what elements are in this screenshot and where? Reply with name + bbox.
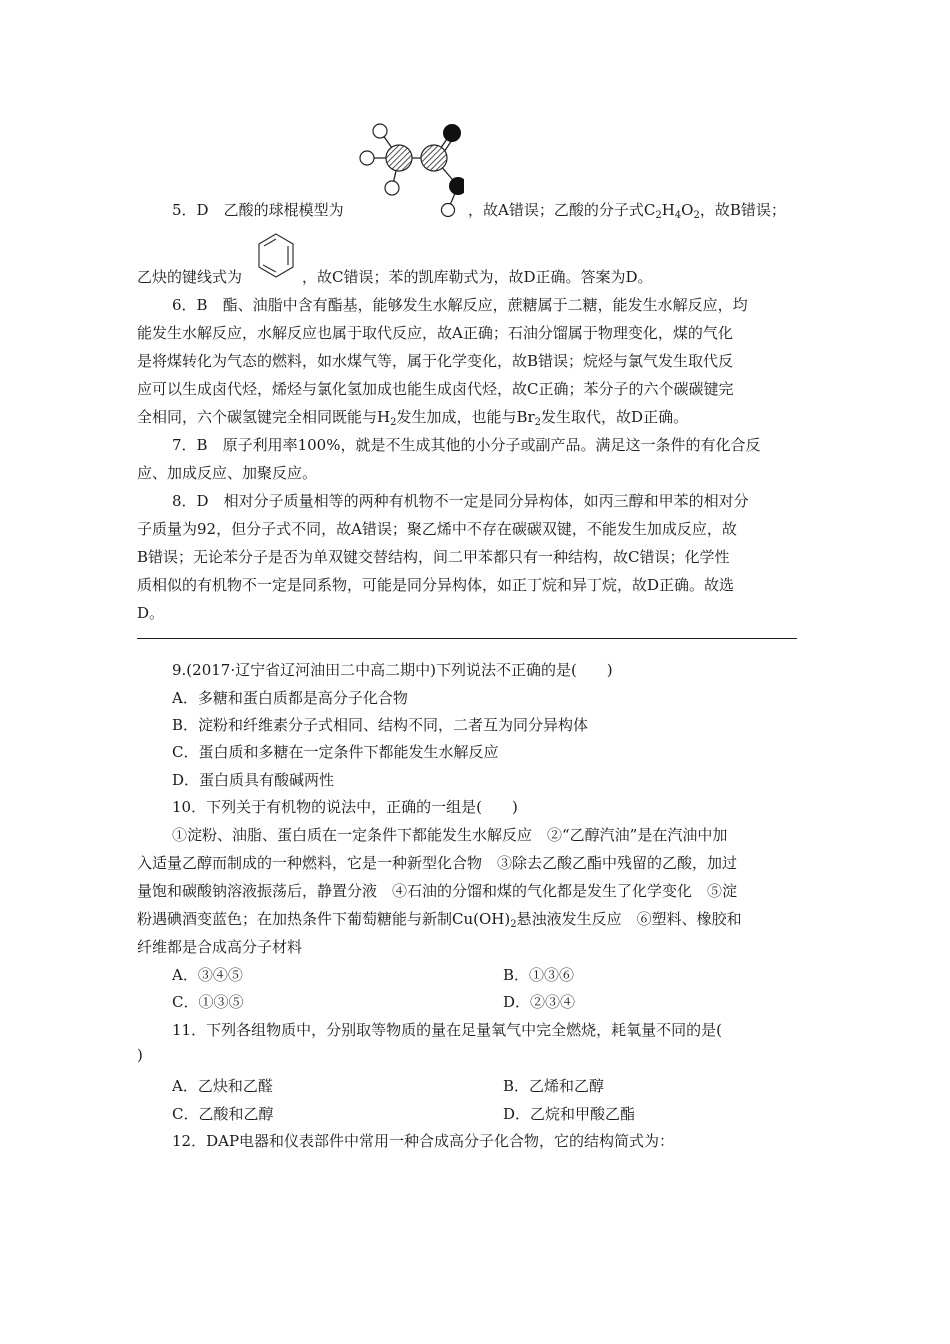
q6-text: 发生加成，也能与Br <box>396 408 535 426</box>
q11-option-c: C．乙酸和乙醇 <box>172 1105 274 1123</box>
q5-line-1b <box>468 200 786 222</box>
q6-text: 全相同，六个碳氢键完全相同既能与H <box>137 408 391 426</box>
subscript: 4 <box>674 210 682 221</box>
q5-text-b: H <box>661 201 675 219</box>
q9-option-a: A．多糖和蛋白质都是高分子化合物 <box>172 689 408 707</box>
q6-line: 是将煤转化为气态的燃料，如水煤气等，属于化学变化，故B错误；烷烃与氯气发生取代反 <box>137 352 734 370</box>
q5-line-2 <box>137 267 242 289</box>
q8-line: 8．D 相对分子质量相等的两种有机物不一定是同分异构体，如丙三醇和甲苯的相对分 <box>172 492 749 510</box>
q5-text-d: ，故C错误；苯的凯库勒式为，故D正确。答案为D。 <box>302 268 653 286</box>
q11-option-a: A．乙炔和乙醛 <box>172 1077 273 1095</box>
q10-body-line: ①淀粉、油脂、蛋白质在一定条件下都能发生水解反应 ②“乙醇汽油”是在汽油中加 <box>172 826 728 844</box>
q8-line: 质相似的有机物不一定是同系物，可能是同分异构体，如正丁烷和异丁烷，故D正确。故选 <box>137 576 735 594</box>
section-divider <box>137 638 797 639</box>
q5-text-a: 5．D 乙酸的球棍模型为 <box>172 201 344 219</box>
q10-option-c: C．①③⑤ <box>172 993 244 1011</box>
subscript: 2 <box>534 417 542 428</box>
q5-line-2b <box>302 267 653 289</box>
q11-stem-cont: ) <box>137 1046 143 1064</box>
q11-option-d: D．乙烷和甲酸乙酯 <box>503 1105 636 1123</box>
q9-option-b: B．淀粉和纤维素分子式相同、结构不同，二者互为同分异构体 <box>172 716 589 734</box>
q10-body-line: 纤维都是合成高分子材料 <box>137 938 303 956</box>
q6-text: 发生取代，故D正确。 <box>541 408 689 426</box>
q10-stem: 10．下列关于有机物的说法中，正确的一组是( ) <box>172 798 518 816</box>
subscript: 2 <box>693 210 700 221</box>
q8-line: D。 <box>137 604 165 622</box>
q10-text: 悬浊液发生反应 ⑥塑料、橡胶和 <box>516 910 742 928</box>
q10-body-line: 量饱和碳酸钠溶液振荡后，静置分液 ④石油的分馏和煤的气化都是发生了化学变化 ⑤淀 <box>137 882 738 900</box>
q12-stem: 12．DAP电器和仪表部件中常用一种合成高分子化合物，它的结构简式为： <box>172 1132 675 1150</box>
q10-option-a: A．③④⑤ <box>172 966 243 984</box>
q6-line: 应可以生成卤代烃，烯烃与氯化氢加成也能生成卤代烃，故C正确；苯分子的六个碳碳键完 <box>137 380 734 398</box>
q5-text-b: ，故A错误；乙酸的分子式C <box>468 201 656 219</box>
subscript: 2 <box>390 417 397 428</box>
benzene-hexagon-figure <box>256 232 296 280</box>
q9-option-d: D．蛋白质具有酸碱两性 <box>172 771 335 789</box>
q6-line: 6．B 酯、油脂中含有酯基，能够发生水解反应，蔗糖属于二糖，能发生水解反应，均 <box>172 296 748 314</box>
q5-text-b: ，故B错误； <box>699 201 786 219</box>
q10-text: 粉遇碘酒变蓝色；在加热条件下葡萄糖能与新制Cu(OH) <box>137 910 511 928</box>
acetic-acid-ball-stick-model <box>352 118 464 226</box>
subscript: 2 <box>655 210 662 221</box>
q6-line-last <box>137 407 688 429</box>
q8-line: B错误；无论苯分子是否为单双键交替结构，间二甲苯都只有一种结构，故C错误；化学性 <box>137 548 730 566</box>
q6-line: 能发生水解反应，水解反应也属于取代反应，故A正确；石油分馏属于物理变化，煤的气化 <box>137 324 733 342</box>
q10-option-d: D．②③④ <box>503 993 576 1011</box>
q10-body-line <box>137 909 742 931</box>
q11-stem: 11．下列各组物质中，分别取等物质的量在足量氧气中完全燃烧，耗氧量不同的是( <box>172 1021 722 1039</box>
q7-line: 7．B 原子利用率100%，就是不生成其他的小分子或副产品。满足这一条件的有化合反 <box>172 436 761 454</box>
q11-option-b: B．乙烯和乙醇 <box>503 1077 605 1095</box>
q5-text-b: O <box>681 201 694 219</box>
q10-body-line: 入适量乙醇而制成的一种燃料，它是一种新型化合物 ③除去乙酸乙酯中残留的乙酸，加过 <box>137 854 738 872</box>
q7-line: 应、加成反应、加聚反应。 <box>137 464 318 482</box>
q5-text-c: 乙炔的键线式为 <box>137 268 243 286</box>
q10-option-b: B．①③⑥ <box>503 966 575 984</box>
q9-stem: 9.(2017·辽宁省辽河油田二中高二期中)下列说法不正确的是( ) <box>172 661 613 679</box>
q9-option-c: C．蛋白质和多糖在一定条件下都能发生水解反应 <box>172 743 499 761</box>
q8-line: 子质量为92，但分子式不同，故A错误；聚乙烯中不存在碳碳双键，不能发生加成反应，故 <box>137 520 737 538</box>
q5-line-1 <box>172 200 344 222</box>
subscript: 2 <box>510 919 517 930</box>
